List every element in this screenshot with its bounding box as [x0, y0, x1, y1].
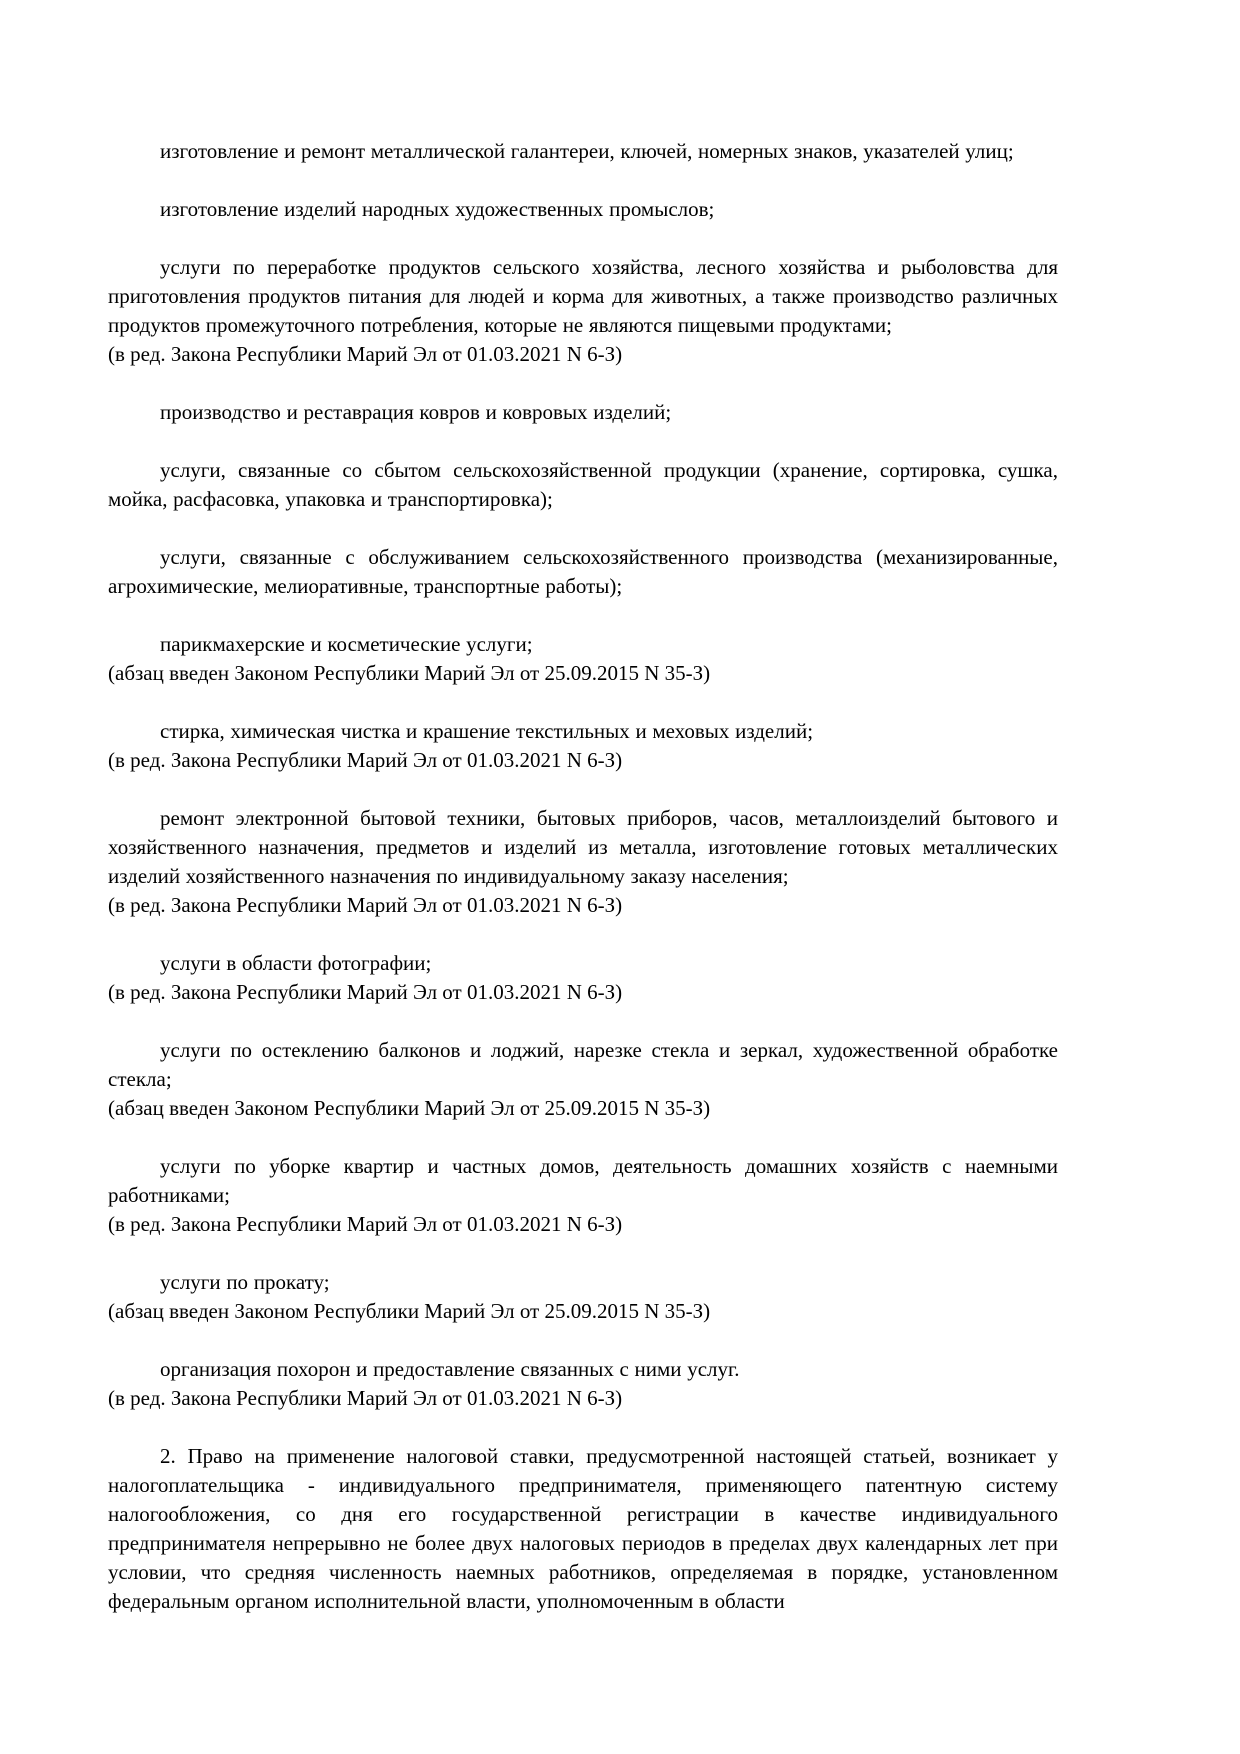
- paragraph-text: изготовление и ремонт металлической галантереи, ключей, номерных знаков, указателей улиц;: [160, 139, 1014, 163]
- paragraph-block: [108, 1036, 1058, 1123]
- paragraph-block: [108, 804, 1058, 920]
- amendment-note: (в ред. Закона Республики Марий Эл от 01.03.2021 N 6-З): [108, 748, 623, 772]
- paragraph-block: [108, 253, 1058, 369]
- paragraph-text: услуги, связанные со сбытом сельскохозяйственной продукции (хранение, сортировка, сушка, мойка, расфасовка, упаковка и транспортировка);: [108, 458, 1058, 511]
- amendment-note: (абзац введен Законом Республики Марий Эл от 25.09.2015 N 35-З): [108, 1299, 711, 1323]
- paragraph-text: ремонт электронной бытовой техники, бытовых приборов, часов, металлоизделий бытового и хозяйственного назначения, предметов и изделий из металла, изготовление готовых металлических изделий хозяйственного назначения по индивидуальному заказу населения;: [108, 806, 1058, 888]
- paragraph-block: [108, 543, 1058, 601]
- paragraph-block: [108, 398, 1058, 427]
- paragraph-text: услуги в области фотографии;: [160, 951, 432, 975]
- paragraph-block: [108, 949, 1058, 1007]
- paragraph-text: услуги по переработке продуктов сельского хозяйства, лесного хозяйства и рыболовства для приготовления продуктов питания для людей и корма для животных, а также производство различных продуктов промежуточного потребления, которые не являются пищевыми продуктами;: [108, 255, 1058, 337]
- amendment-note: (в ред. Закона Республики Марий Эл от 01.03.2021 N 6-З): [108, 893, 623, 917]
- paragraph-text: стирка, химическая чистка и крашение текстильных и меховых изделий;: [160, 719, 814, 743]
- amendment-note: (абзац введен Законом Республики Марий Эл от 25.09.2015 N 35-З): [108, 1096, 711, 1120]
- amendment-note: (абзац введен Законом Республики Марий Эл от 25.09.2015 N 35-З): [108, 661, 711, 685]
- paragraph-text: 2. Право на применение налоговой ставки, предусмотренной настоящей статьей, возникает у налогоплательщика - индивидуального предпринимателя, применяющего патентную систему налогообложения, со дня его государственной регистрации в качестве индивидуального предпринимателя непрерывно не более двух налоговых периодов в пределах двух календарных лет при условии, что средняя численность наемных работников, определяемая в порядке, установленном федеральным органом исполнительной власти, уполномоченным в области: [108, 1444, 1058, 1613]
- amendment-note: (в ред. Закона Республики Марий Эл от 01.03.2021 N 6-З): [108, 1386, 623, 1410]
- paragraph-text: услуги по остеклению балконов и лоджий, нарезке стекла и зеркал, художественной обработке стекла;: [108, 1038, 1058, 1091]
- paragraph-block: [108, 1152, 1058, 1239]
- amendment-note: (в ред. Закона Республики Марий Эл от 01.03.2021 N 6-З): [108, 980, 623, 1004]
- paragraph-block: [108, 195, 1058, 224]
- paragraph-block: [108, 717, 1058, 775]
- paragraph-text: парикмахерские и косметические услуги;: [160, 632, 533, 656]
- paragraph-text: организация похорон и предоставление связанных с ними услуг.: [160, 1357, 740, 1381]
- amendment-note: (в ред. Закона Республики Марий Эл от 01.03.2021 N 6-З): [108, 342, 623, 366]
- paragraph-block: [108, 1268, 1058, 1326]
- paragraph-text: услуги по уборке квартир и частных домов, деятельность домашних хозяйств с наемными работниками;: [108, 1154, 1058, 1207]
- paragraph-block: [108, 1442, 1058, 1616]
- paragraph-text: услуги по прокату;: [160, 1270, 330, 1294]
- document-content: [108, 137, 1058, 1616]
- paragraph-block: [108, 137, 1058, 166]
- paragraph-text: производство и реставрация ковров и ковровых изделий;: [160, 400, 672, 424]
- paragraph-text: изготовление изделий народных художественных промыслов;: [160, 197, 715, 221]
- amendment-note: (в ред. Закона Республики Марий Эл от 01.03.2021 N 6-З): [108, 1212, 623, 1236]
- paragraph-block: [108, 630, 1058, 688]
- paragraph-text: услуги, связанные с обслуживанием сельскохозяйственного производства (механизированные, агрохимические, мелиоративные, транспортные работы);: [108, 545, 1058, 598]
- paragraph-block: [108, 456, 1058, 514]
- paragraph-block: [108, 1355, 1058, 1413]
